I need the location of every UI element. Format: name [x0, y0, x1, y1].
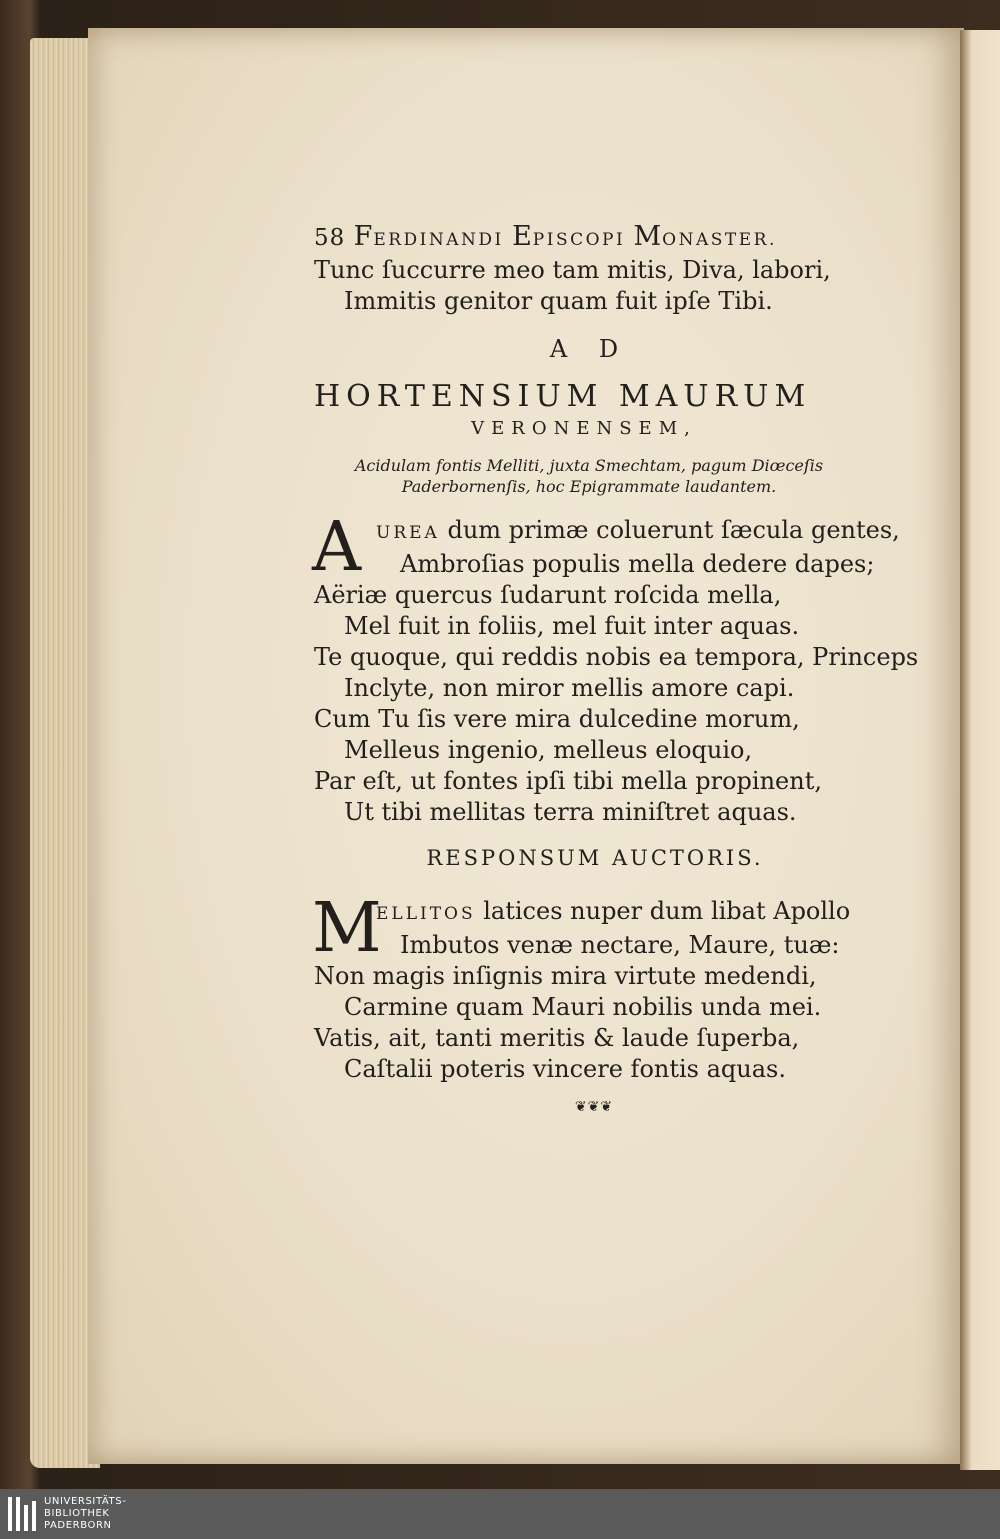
- small-caps: ELLITOS: [376, 904, 476, 924]
- running-head-cap: F: [353, 221, 374, 252]
- running-head-word: PISCOPI: [532, 230, 626, 250]
- verse-line: Mel fuit in foliis, mel fuit inter aquas.: [344, 612, 800, 640]
- page-number: 58: [314, 225, 346, 251]
- verse-line: Ambroſias populis mella dedere dapes;: [400, 550, 875, 578]
- poem-responsum: [312, 889, 854, 1085]
- dedication-line: Acidulam fontis Melliti, juxta Smechtam, pagum Diœceſis: [354, 456, 824, 475]
- running-head: [314, 222, 854, 255]
- running-head-word: ERDINANDI: [373, 230, 504, 250]
- running-head-word: ONASTER.: [662, 230, 777, 250]
- verse-line: Par eſt, ut fontes ipſi tibi mella propinent,: [314, 767, 822, 795]
- heading-ad: A D: [549, 335, 631, 363]
- verse-line: Cum Tu ſis vere mira dulcedine morum,: [314, 705, 800, 733]
- drop-cap: M: [312, 889, 382, 968]
- heading-origin: VERONENSEM,: [471, 418, 697, 439]
- verse-line: Melleus ingenio, melleus eloquio,: [344, 736, 753, 764]
- verse-text: latices nuper dum libat Apollo: [475, 897, 851, 925]
- verse-line: Carmine quam Mauri nobilis unda mei.: [344, 993, 822, 1021]
- page-text: [312, 221, 919, 1115]
- verse-line: Tunc ſuccurre meo tam mitis, Diva, labori,: [314, 256, 831, 284]
- ornament-icon: ❦❦❦: [574, 1099, 614, 1115]
- library-footer: [0, 1489, 1000, 1539]
- verse-line: [314, 896, 854, 930]
- dedication-line: Paderbornenſis, hoc Epigrammate laudantem.: [401, 477, 777, 496]
- drop-cap: A: [312, 508, 362, 587]
- verse-line: Ut tibi mellitas terra miniſtret aquas.: [344, 798, 797, 826]
- library-name-line: PADERBORN: [44, 1520, 112, 1531]
- running-head-cap: M: [633, 221, 663, 252]
- library-name-line: UNIVERSITÄTS-: [44, 1496, 127, 1507]
- verse-line: Caſtalii poteris vincere fontis aquas.: [344, 1055, 786, 1083]
- responsum-title: RESPONSUM AUCTORIS.: [426, 846, 764, 870]
- library-name: [44, 1496, 126, 1532]
- verse-line: Imbutos venæ nectare, Maure, tuæ:: [400, 931, 840, 959]
- dedication: [324, 455, 854, 497]
- library-name-line: BIBLIOTHEK: [44, 1508, 110, 1519]
- library-logo-icon: [8, 1497, 36, 1531]
- verse-line: Immitis genitor quam fuit ipſe Tibi.: [344, 287, 773, 315]
- verse-line: Vatis, ait, tanti meritis & laude ſuperba,: [314, 1024, 800, 1052]
- heading-name: HORTENSIUM MAURUM: [314, 379, 812, 414]
- facing-page-edge: [960, 30, 1000, 1470]
- small-caps: UREA: [376, 523, 440, 543]
- verse-line: Te quoque, qui reddis nobis ea tempora, Princeps: [314, 643, 919, 671]
- verse-text: dum primæ coluerunt ſæcula gentes,: [439, 516, 900, 544]
- verse-line: Non magis inſignis mira virtute medendi,: [314, 962, 817, 990]
- verse-line: Aëriæ quercus ſudarunt roſcida mella,: [314, 581, 782, 609]
- poem-ad-hortensium: [312, 508, 919, 828]
- verse-line: [314, 515, 900, 549]
- running-head-cap: E: [512, 221, 533, 252]
- verse-line: Inclyte, non miror mellis amore capi.: [344, 674, 795, 702]
